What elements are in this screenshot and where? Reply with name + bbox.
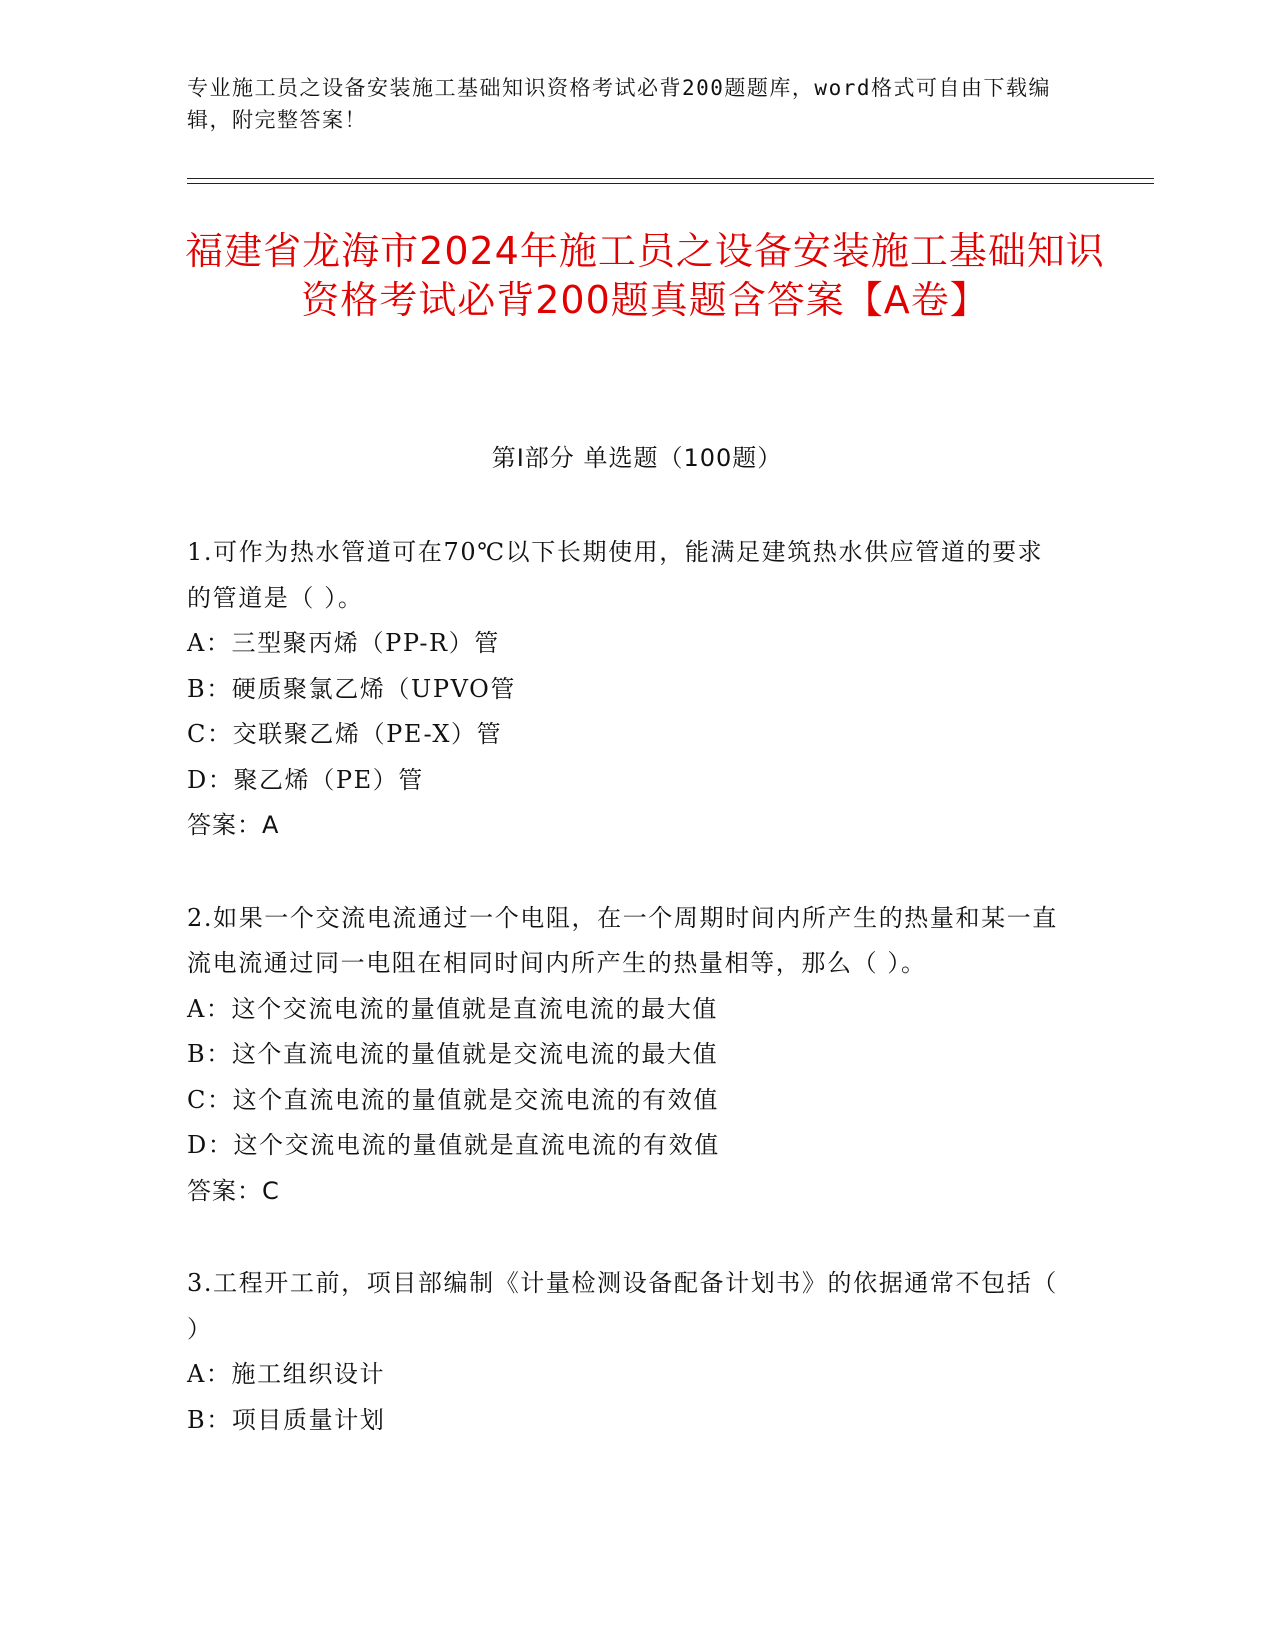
section-heading: 第Ⅰ部分 单选题（100题） <box>491 444 783 472</box>
question-list <box>187 530 1067 1490</box>
option-a: A：施工组织设计 <box>187 1360 386 1388</box>
option-c: C：交联聚乙烯（PE-X）管 <box>187 720 503 748</box>
question-stem: 2.如果一个交流电流通过一个电阻，在一个周期时间内所产生的热量和某一直流电流通过同一电阻在相同时间内所产生的热量相等，那么（ ）。 <box>187 903 1058 977</box>
option-c: C：这个直流电流的量值就是交流电流的有效值 <box>187 1085 719 1114</box>
answer: 答案：A <box>187 811 280 839</box>
question-2 <box>187 896 1067 1215</box>
question-3 <box>187 1261 1067 1443</box>
question-1 <box>187 530 1067 849</box>
option-a: A：这个交流电流的量值就是直流电流的最大值 <box>187 994 718 1023</box>
document-title: 福建省龙海市2024年施工员之设备安装施工基础知识资格考试必背200题真题含答案【A卷】 <box>185 229 1105 322</box>
question-stem: 3.工程开工前，项目部编制《计量检测设备配备计划书》的依据通常不包括（ ） <box>187 1269 1058 1343</box>
question-stem: 1.可作为热水管道可在70℃以下长期使用，能满足建筑热水供应管道的要求的管道是（ ）。 <box>187 538 1044 612</box>
option-d: D：聚乙烯（PE）管 <box>187 765 424 794</box>
option-a: A：三型聚丙烯（PP-R）管 <box>187 629 500 657</box>
option-b: B：这个直流电流的量值就是交流电流的最大值 <box>187 1040 719 1068</box>
option-b: B：硬质聚氯乙烯（UPVO管 <box>187 674 516 703</box>
option-d: D：这个交流电流的量值就是直流电流的有效值 <box>187 1131 720 1159</box>
answer: 答案：C <box>187 1176 280 1205</box>
header-divider-bottom <box>187 183 1154 184</box>
document-intro: 专业施工员之设备安装施工基础知识资格考试必背200题题库，word格式可自由下载编辑，附完整答案！ <box>187 76 1051 132</box>
option-b: B：项目质量计划 <box>187 1405 386 1434</box>
header-divider-top <box>187 178 1154 179</box>
